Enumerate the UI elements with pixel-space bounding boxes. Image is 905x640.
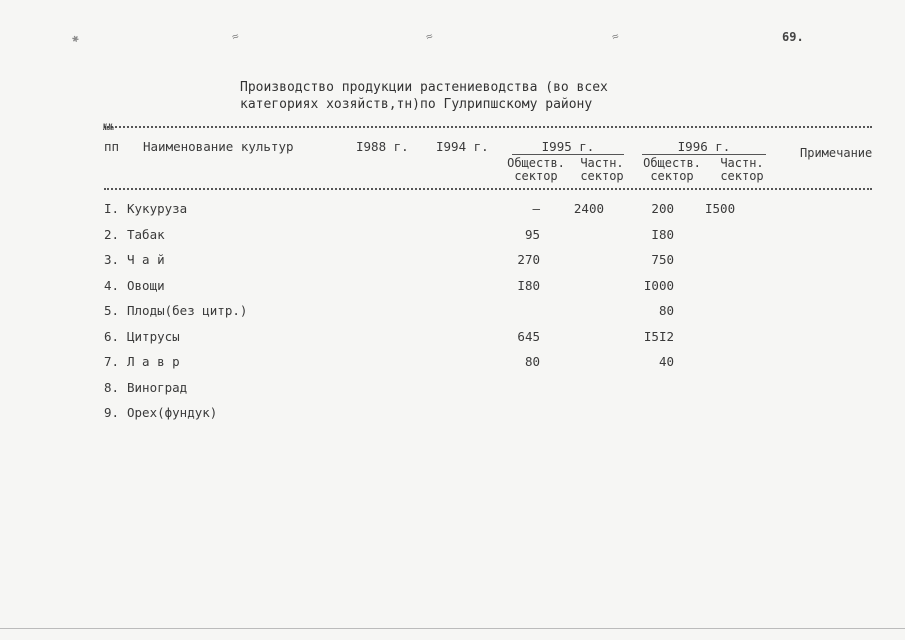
row-number: 5. bbox=[104, 303, 120, 318]
row-number: 4. bbox=[104, 277, 120, 293]
page-number: 69. bbox=[782, 30, 804, 44]
row-1996-public: 40 bbox=[658, 354, 674, 369]
row-1995-private: 2400 bbox=[573, 201, 604, 216]
row-crop-name: Цитрусы bbox=[127, 328, 180, 344]
row-number: 7. bbox=[104, 354, 120, 369]
row-1995-public: 270 bbox=[517, 252, 540, 267]
row-crop-name: Виноград bbox=[127, 379, 188, 395]
row-1995-public: 95 bbox=[524, 226, 540, 242]
column-header-1988: I988 г. bbox=[356, 139, 409, 154]
ink-smudge: ≈ bbox=[609, 29, 621, 44]
row-1995-public: 80 bbox=[524, 354, 540, 369]
row-1995-public: 645 bbox=[517, 328, 540, 344]
subheader-1996-public bbox=[638, 157, 706, 183]
column-header-1995-label: I995 г. bbox=[541, 139, 595, 154]
row-1996-public: I000 bbox=[643, 277, 674, 293]
column-header-1996-label: I996 г. bbox=[677, 139, 731, 154]
document-title-line-2: категориях хозяйств,тн)по Гулрипшскому району bbox=[240, 97, 593, 112]
row-1996-public: 80 bbox=[658, 303, 674, 318]
column-header-1995 bbox=[512, 139, 624, 155]
row-1995-public: – bbox=[532, 201, 540, 216]
document-title-line-1: Производство продукции растениеводства (во всех bbox=[240, 80, 608, 95]
column-header-no: пп bbox=[104, 139, 120, 154]
row-1996-public: 200 bbox=[651, 201, 674, 216]
row-number: 6. bbox=[104, 328, 120, 344]
ink-smudge: ≈ bbox=[229, 29, 241, 44]
row-crop-name: Л а в р bbox=[127, 354, 180, 369]
row-crop-name: Плоды(без цитр.) bbox=[127, 303, 248, 318]
column-header-1996 bbox=[642, 139, 766, 155]
subheader-1996-public-line2: сектор bbox=[650, 169, 694, 183]
ink-smudge: ≈ bbox=[423, 29, 435, 44]
ink-smudge: ✱ bbox=[69, 31, 81, 46]
subheader-1995-public bbox=[505, 157, 567, 183]
row-1995-public: I80 bbox=[517, 277, 540, 293]
row-crop-name: Орех(фундук) bbox=[127, 405, 218, 420]
subheader-1996-private-line2: сектор bbox=[720, 169, 764, 183]
row-number: 3. bbox=[104, 252, 120, 267]
row-1996-public: I5I2 bbox=[643, 328, 674, 344]
row-1996-public: 750 bbox=[651, 252, 674, 267]
subheader-1996-public-line1: Обществ. bbox=[643, 156, 701, 170]
row-number: I. bbox=[104, 201, 120, 216]
table-header-rule bbox=[104, 188, 872, 190]
row-crop-name: Овощи bbox=[127, 277, 165, 293]
column-header-note: Примечание bbox=[800, 146, 873, 160]
column-header-no-top: №№ bbox=[103, 123, 114, 133]
page-bottom-edge bbox=[0, 628, 905, 629]
row-number: 9. bbox=[104, 405, 120, 420]
column-header-1994: I994 г. bbox=[436, 139, 489, 154]
row-crop-name: Ч а й bbox=[127, 252, 165, 267]
row-crop-name: Табак bbox=[127, 226, 165, 242]
subheader-1996-private-line1: Частн. bbox=[720, 156, 764, 170]
table-top-rule bbox=[104, 126, 872, 128]
row-crop-name: Кукуруза bbox=[127, 201, 188, 216]
subheader-1995-private bbox=[572, 157, 632, 183]
row-1996-public: I80 bbox=[651, 226, 674, 242]
column-header-name: Наименование культур bbox=[143, 139, 294, 154]
subheader-1995-public-line2: сектор bbox=[514, 169, 558, 183]
subheader-1996-private bbox=[712, 157, 772, 183]
subheader-1995-private-line1: Частн. bbox=[580, 156, 624, 170]
row-number: 2. bbox=[104, 226, 120, 242]
row-number: 8. bbox=[104, 379, 120, 395]
subheader-1995-private-line2: сектор bbox=[580, 169, 624, 183]
subheader-1995-public-line1: Обществ. bbox=[507, 156, 565, 170]
row-1996-private: I500 bbox=[705, 201, 736, 216]
